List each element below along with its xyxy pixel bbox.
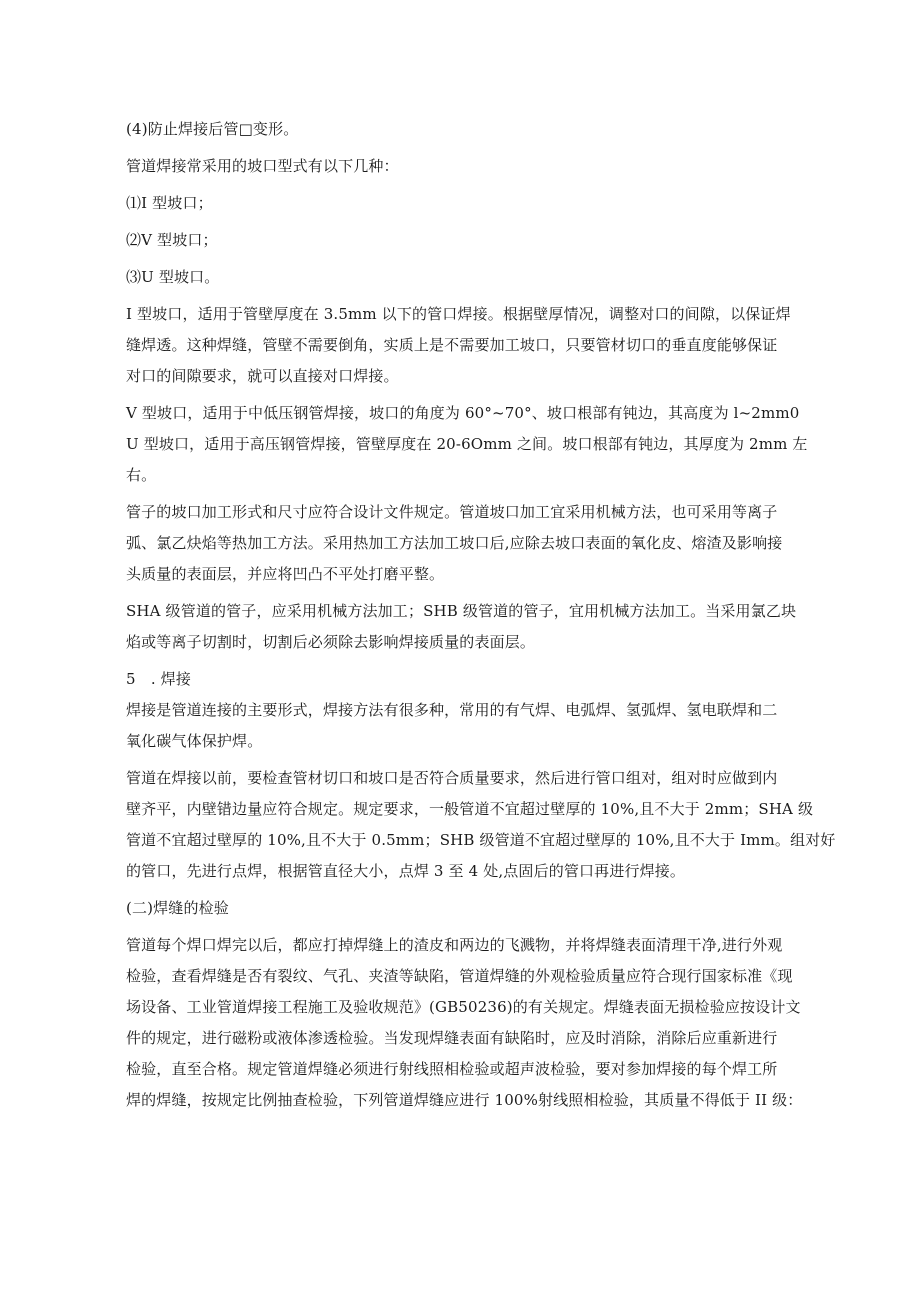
text-line: 弧、氯乙炔焰等热加工方法。采用热加工方法加工坡口后,应除去坡口表面的氧化皮、熔渣及影响接 — [126, 534, 783, 552]
text-line: 件的规定，进行磁粉或液体渗透检验。当发现焊缝表面有缺陷时，应及时消除，消除后应重新进行 — [126, 1029, 778, 1047]
text-line: U 型坡口，适用于高压钢管焊接，管壁厚度在 20-6Omm 之间。坡口根部有钝边，其厚度为 2mm 左 — [126, 435, 808, 453]
text-line: 5 . 焊接 — [126, 670, 191, 688]
text-line: 的管口，先进行点焊，根据管直径大小，点焊 3 至 4 处,点固后的管口再进行焊接。 — [126, 862, 686, 880]
text-line: ⑴I 型坡口； — [126, 194, 213, 212]
text-line: 缝焊透。这种焊缝，管壁不需要倒角，实质上是不需要加工坡口，只要管材切口的垂直度能够保证 — [126, 336, 778, 354]
text-line: 焊的焊缝，按规定比例抽查检验，下列管道焊缝应进行 100%射线照相检验，其质量不得低于 II 级： — [126, 1091, 803, 1109]
text-line: 管道焊接常采用的坡口型式有以下几种： — [126, 157, 399, 175]
text-line: 管道不宜超过壁厚的 10%,且不大于 0.5mm；SHB 级管道不宜超过壁厚的 10%,且不大于 Imm。组对好 — [126, 831, 836, 849]
text-line: (二)焊缝的检验 — [126, 899, 229, 917]
document-body — [126, 114, 836, 1116]
text-line: 管道每个焊口焊完以后，都应打掉焊缝上的渣皮和两边的飞溅物，并将焊缝表面清理干净,进行外观 — [126, 936, 783, 954]
text-line: 检验，直至合格。规定管道焊缝必须进行射线照相检验或超声波检验，要对参加焊接的每个焊工所 — [126, 1060, 778, 1078]
text-line: 管子的坡口加工形式和尺寸应符合设计文件规定。管道坡口加工宜采用机械方法，也可采用等离子 — [126, 503, 778, 521]
text-line: 氧化碳气体保护焊。 — [126, 732, 263, 750]
text-line: 右。 — [126, 466, 157, 484]
text-line: 焊接是管道连接的主要形式，焊接方法有很多种，常用的有气焊、电弧焊、氢弧焊、氢电联焊和二 — [126, 701, 778, 719]
text-line: 检验，查看焊缝是否有裂纹、气孔、夹渣等缺陷，管道焊缝的外观检验质量应符合现行国家标准《现 — [126, 967, 793, 985]
text-line: 壁齐平，内壁错边量应符合规定。规定要求，一般管道不宜超过壁厚的 10%,且不大于 2mm；SHA 级 — [126, 800, 814, 818]
text-line: 焰或等离子切割时，切割后必须除去影响焊接质量的表面层。 — [126, 633, 536, 651]
text-line: 头质量的表面层，并应将凹凸不平处打磨平整。 — [126, 565, 445, 583]
text-line: 管道在焊接以前，要检查管材切口和坡口是否符合质量要求，然后进行管口组对，组对时应做到内 — [126, 769, 778, 787]
text-line: SHA 级管道的管子，应采用机械方法加工；SHB 级管道的管子，宜用机械方法加工。当采用氯乙块 — [126, 602, 797, 620]
text-line: 场设备、工业管道焊接工程施工及验收规范》(GB50236)的有关规定。焊缝表面无损检验应按设计文 — [126, 998, 801, 1016]
text-line: 对口的间隙要求，就可以直接对口焊接。 — [126, 367, 399, 385]
text-line: I 型坡口，适用于管壁厚度在 3.5mm 以下的管口焊接。根据壁厚情况，调整对口的间隙，以保证焊 — [126, 305, 791, 323]
text-line: ⑶U 型坡口。 — [126, 268, 220, 286]
text-line: V 型坡口，适用于中低压钢管焊接，坡口的角度为 60°~70°、坡口根部有钝边，其高度为 l~2mm0 — [126, 404, 800, 422]
text-line: ⑵V 型坡口； — [126, 231, 218, 249]
text-line: (4)防止焊接后管□变形。 — [126, 120, 299, 138]
